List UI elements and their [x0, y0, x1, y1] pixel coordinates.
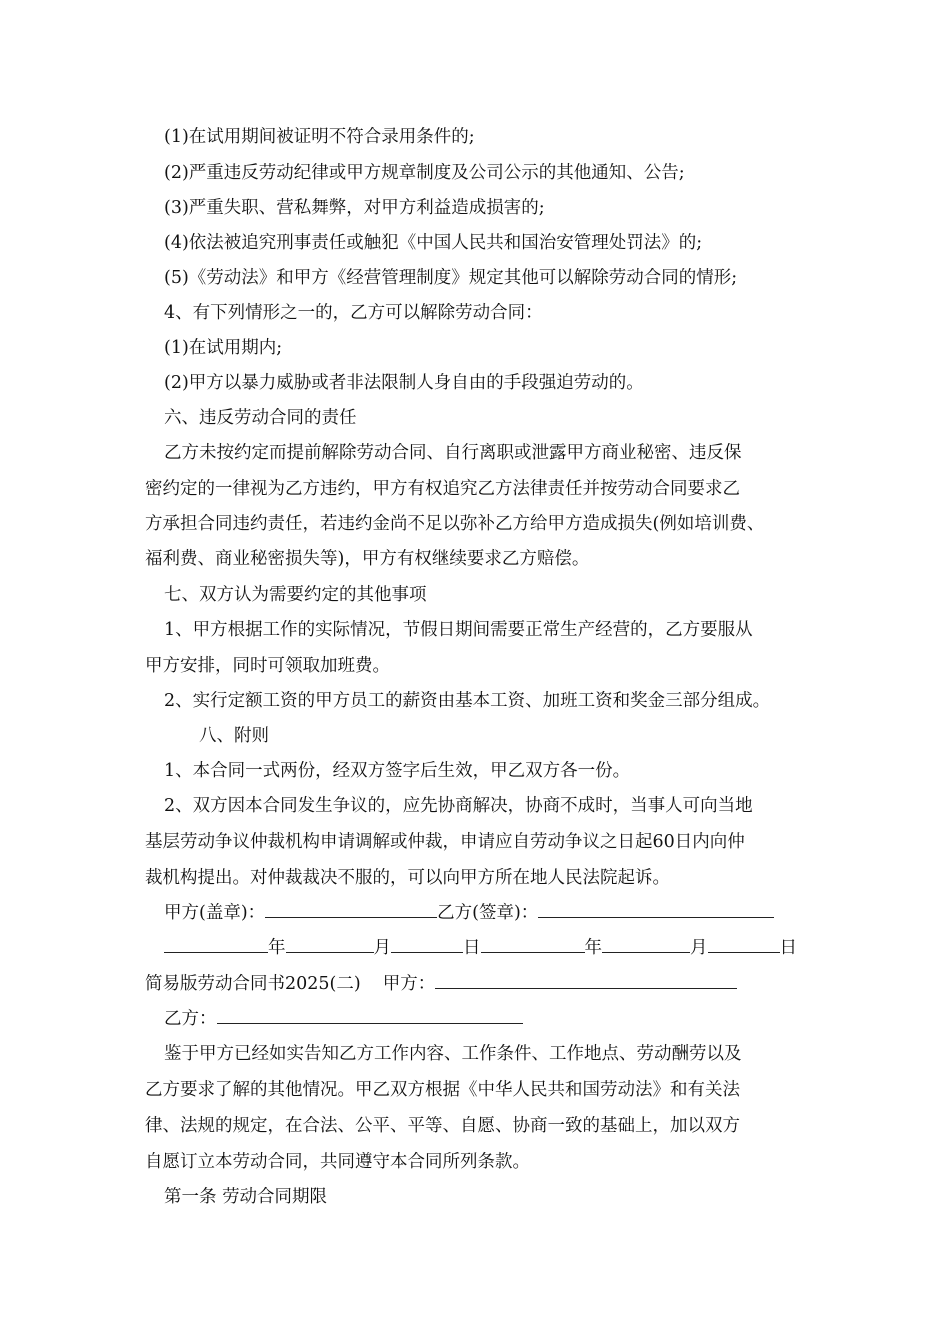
party-b-blank: [538, 903, 774, 918]
paragraph-line: 1、本合同一式两份，经双方签字后生效，甲乙双方各一份。: [164, 761, 631, 781]
month-blank: [286, 938, 374, 953]
year-label: 年: [584, 938, 602, 958]
paragraph-line: 自愿订立本劳动合同，共同遵守本合同所列条款。: [145, 1152, 530, 1172]
paragraph-line: 乙方要求了解的其他情况。甲乙双方根据《中华人民共和国劳动法》和有关法: [145, 1080, 740, 1100]
year-blank: [481, 938, 585, 953]
paragraph-line: 乙方未按约定而提前解除劳动合同、自行离职或泄露甲方商业秘密、违反保: [164, 443, 742, 463]
year-blank: [164, 938, 268, 953]
second-contract-title: 简易版劳动合同书2025(二): [145, 974, 361, 994]
day-blank: [391, 938, 463, 953]
second-party-b-label: 乙方：: [164, 1009, 217, 1029]
paragraph-line: 鉴于甲方已经如实告知乙方工作内容、工作条件、工作地点、劳动酬劳以及: [164, 1044, 742, 1064]
party-a-blank: [265, 903, 437, 918]
signature-row: [164, 902, 774, 924]
section-heading: 八、附则: [199, 726, 269, 746]
day-label: 日: [463, 938, 481, 958]
year-label: 年: [268, 938, 286, 958]
date-row: [164, 937, 797, 959]
paragraph-line: 律、法规的规定，在合法、公平、平等、自愿、协商一致的基础上，加以双方: [145, 1116, 740, 1136]
second-party-a-blank: [435, 974, 737, 989]
article-heading: 第一条 劳动合同期限: [164, 1187, 328, 1207]
second-party-a-label: 甲方：: [382, 974, 436, 994]
clause-line: (1)在试用期间被证明不符合录用条件的;: [164, 127, 475, 147]
paragraph-line: 方承担合同违约责任，若违约金尚不足以弥补乙方给甲方造成损失(例如培训费、: [145, 514, 765, 534]
clause-line: (3)严重失职、营私舞弊，对甲方利益造成损害的;: [164, 198, 545, 218]
clause-line: (2)严重违反劳动纪律或甲方规章制度及公司公示的其他通知、公告;: [164, 163, 685, 183]
paragraph-line: 福利费、商业秘密损失等)，甲方有权继续要求乙方赔偿。: [145, 549, 590, 569]
paragraph-line: 2、实行定额工资的甲方员工的薪资由基本工资、加班工资和奖金三部分组成。: [164, 691, 771, 711]
month-blank: [602, 938, 690, 953]
party-a-label: 甲方(盖章)：: [164, 903, 266, 923]
day-blank: [708, 938, 780, 953]
second-party-b-blank: [217, 1009, 523, 1024]
month-label: 月: [373, 938, 391, 958]
paragraph-line: 密约定的一律视为乙方违约，甲方有权追究乙方法律责任并按劳动合同要求乙: [145, 479, 740, 499]
clause-line: (1)在试用期内;: [164, 338, 283, 358]
party-b-label: 乙方(签章)：: [437, 903, 539, 923]
clause-line: (5)《劳动法》和甲方《经营管理制度》规定其他可以解除劳动合同的情形;: [164, 268, 738, 288]
second-contract-header: [145, 973, 737, 995]
clause-line: (4)依法被追究刑事责任或触犯《中国人民共和国治安管理处罚法》的;: [164, 233, 703, 253]
month-label: 月: [690, 938, 708, 958]
second-party-b-row: [164, 1008, 523, 1030]
clause-line: (2)甲方以暴力威胁或者非法限制人身自由的手段强迫劳动的。: [164, 373, 644, 393]
paragraph-line: 裁机构提出。对仲裁裁决不服的，可以向甲方所在地人民法院起诉。: [145, 868, 670, 888]
paragraph-line: 2、双方因本合同发生争议的，应先协商解决，协商不成时，当事人可向当地: [164, 796, 753, 816]
paragraph-line: 甲方安排，同时可领取加班费。: [145, 656, 390, 676]
paragraph-line: 1、甲方根据工作的实际情况，节假日期间需要正常生产经营的，乙方要服从: [164, 620, 753, 640]
section-heading: 七、双方认为需要约定的其他事项: [164, 585, 427, 605]
section-heading: 六、违反劳动合同的责任: [164, 408, 357, 428]
day-label: 日: [779, 938, 797, 958]
clause-line: 4、有下列情形之一的，乙方可以解除劳动合同：: [164, 303, 543, 323]
paragraph-line: 基层劳动争议仲裁机构申请调解或仲裁，申请应自劳动争议之日起60日内向仲: [145, 832, 745, 852]
